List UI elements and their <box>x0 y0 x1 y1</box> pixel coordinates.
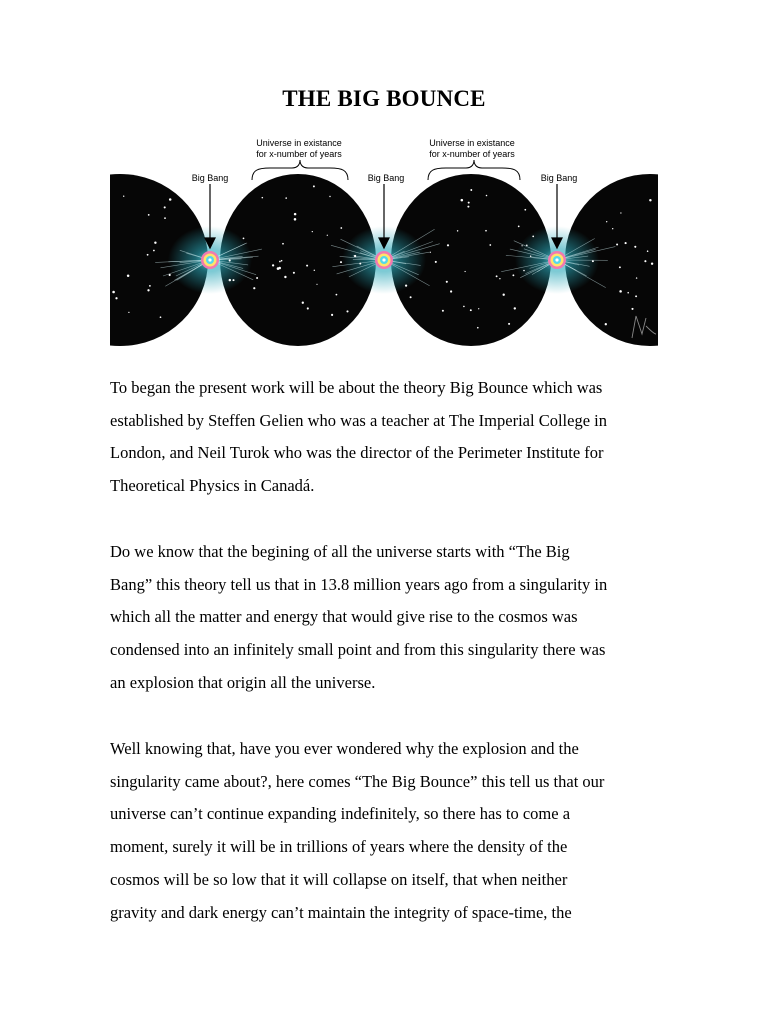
star <box>112 291 115 294</box>
star <box>635 295 637 297</box>
star <box>446 281 448 283</box>
paragraph-1 <box>110 372 670 503</box>
star <box>605 323 607 325</box>
star <box>612 228 613 229</box>
text-line: singularity came about?, here comes “The Big Bounce” this tell us that our <box>110 771 605 791</box>
star <box>457 230 458 231</box>
star <box>327 235 328 236</box>
star <box>302 302 304 304</box>
star <box>340 227 342 229</box>
document-title: THE BIG BOUNCE <box>282 86 486 111</box>
existence-label-line1: Universe in existance <box>429 138 515 148</box>
paragraph-2 <box>110 536 670 700</box>
star <box>450 290 452 292</box>
text-line: Theoretical Physics in Canadá. <box>110 476 315 496</box>
star <box>410 296 412 298</box>
star <box>229 259 231 261</box>
star <box>169 274 171 276</box>
star <box>293 272 295 274</box>
text-line: Do we know that the begining of all the universe starts with “The Big <box>110 542 570 561</box>
star <box>346 310 348 312</box>
star <box>512 274 514 276</box>
star <box>123 196 124 197</box>
star <box>631 308 633 310</box>
star <box>243 238 245 240</box>
star <box>147 289 149 291</box>
star <box>530 255 531 256</box>
star <box>147 254 149 256</box>
star <box>486 195 488 197</box>
star <box>468 202 470 204</box>
star <box>153 250 155 252</box>
star <box>470 309 472 311</box>
star <box>169 198 172 201</box>
star <box>489 244 491 246</box>
arrow-icon <box>379 184 389 248</box>
star <box>128 312 129 313</box>
arrow-icon <box>552 184 562 248</box>
star <box>467 206 469 208</box>
big-bang-flash <box>548 251 566 269</box>
star <box>149 285 151 287</box>
star <box>314 270 315 271</box>
star <box>647 250 649 252</box>
star <box>620 212 621 213</box>
text-line: gravity and dark energy can’t maintain the integrity of space-time, the <box>110 902 572 922</box>
star <box>508 323 510 325</box>
star <box>281 260 283 262</box>
star <box>307 307 309 309</box>
star <box>470 189 472 191</box>
star <box>354 255 356 257</box>
star <box>619 266 621 268</box>
star <box>524 209 526 211</box>
star <box>526 244 528 246</box>
star <box>619 290 622 293</box>
star <box>634 246 636 248</box>
star <box>532 236 534 238</box>
big-bang-label: Big Bang <box>540 173 578 183</box>
star <box>606 221 607 222</box>
paragraph-3 <box>110 733 670 929</box>
star <box>463 306 465 308</box>
star <box>499 278 500 279</box>
star <box>294 213 297 216</box>
star <box>627 292 629 294</box>
existence-label-line2: for x-number of years <box>256 149 342 159</box>
text-line: universe can’t continue expanding indefinitely, so there has to come a <box>110 804 571 824</box>
star <box>485 230 487 232</box>
star <box>253 287 255 289</box>
existence-label-line1: Universe in existance <box>256 138 342 148</box>
star <box>306 265 308 267</box>
star <box>336 294 338 296</box>
star <box>405 284 407 286</box>
star <box>442 310 444 312</box>
arrow-icon <box>205 184 215 248</box>
star <box>636 277 637 278</box>
star <box>625 242 627 244</box>
star <box>651 263 653 265</box>
big-bang-label: Big Bang <box>191 173 229 183</box>
text-line: moment, surely it will be in trillions of years where the density of the <box>110 837 568 857</box>
star <box>160 316 162 318</box>
star <box>312 231 313 232</box>
star <box>331 314 333 316</box>
big-bang-flash <box>201 251 219 269</box>
star <box>430 252 431 253</box>
star <box>478 308 479 309</box>
big-bounce-diagram <box>110 130 658 346</box>
star <box>461 199 464 202</box>
star <box>518 226 520 228</box>
star <box>262 197 264 199</box>
star <box>523 270 525 272</box>
star <box>285 197 287 199</box>
star <box>164 217 166 219</box>
star <box>464 271 465 272</box>
star <box>514 307 516 309</box>
star <box>447 244 449 246</box>
text-line: which all the matter and energy that would give rise to the cosmos was <box>110 607 578 627</box>
star <box>229 279 231 281</box>
star <box>154 241 156 243</box>
star <box>127 275 130 278</box>
star <box>329 196 330 197</box>
star <box>316 284 317 285</box>
star <box>313 185 315 187</box>
star <box>521 245 522 246</box>
star <box>477 327 479 329</box>
star <box>592 260 594 262</box>
star <box>649 199 651 201</box>
text-line: To began the present work will be about the theory Big Bounce which was <box>110 378 603 397</box>
star <box>272 264 274 266</box>
text-line: Well knowing that, have you ever wondered why the explosion and the <box>110 739 579 758</box>
star <box>644 260 646 262</box>
star <box>282 243 284 245</box>
text-line: cosmos will be so low that it will collapse on itself, that when neither <box>110 869 568 889</box>
star <box>232 279 234 281</box>
text-line: established by Steffen Gelien who was a teacher at The Imperial College in <box>110 410 607 430</box>
star <box>164 206 166 208</box>
star <box>279 261 281 263</box>
big-bang-flash <box>375 251 393 269</box>
star <box>503 294 505 296</box>
existence-label-line2: for x-number of years <box>429 149 515 159</box>
star <box>148 214 150 216</box>
star <box>294 218 297 221</box>
star <box>359 263 361 265</box>
text-line: London, and Neil Turok who was the director of the Perimeter Institute for <box>110 443 604 463</box>
big-bang-label: Big Bang <box>367 173 405 183</box>
star <box>284 276 286 278</box>
text-line: condensed into an infinitely small point and from this singularity there was <box>110 640 606 660</box>
star <box>115 297 117 299</box>
star <box>340 261 342 263</box>
star <box>496 275 498 277</box>
star <box>256 277 258 279</box>
text-line: Bang” this theory tell us that in 13.8 million years ago from a singularity in <box>110 574 608 594</box>
star <box>278 267 281 270</box>
star <box>435 261 437 263</box>
star <box>616 243 618 245</box>
text-line: an explosion that origin all the universe. <box>110 672 376 692</box>
